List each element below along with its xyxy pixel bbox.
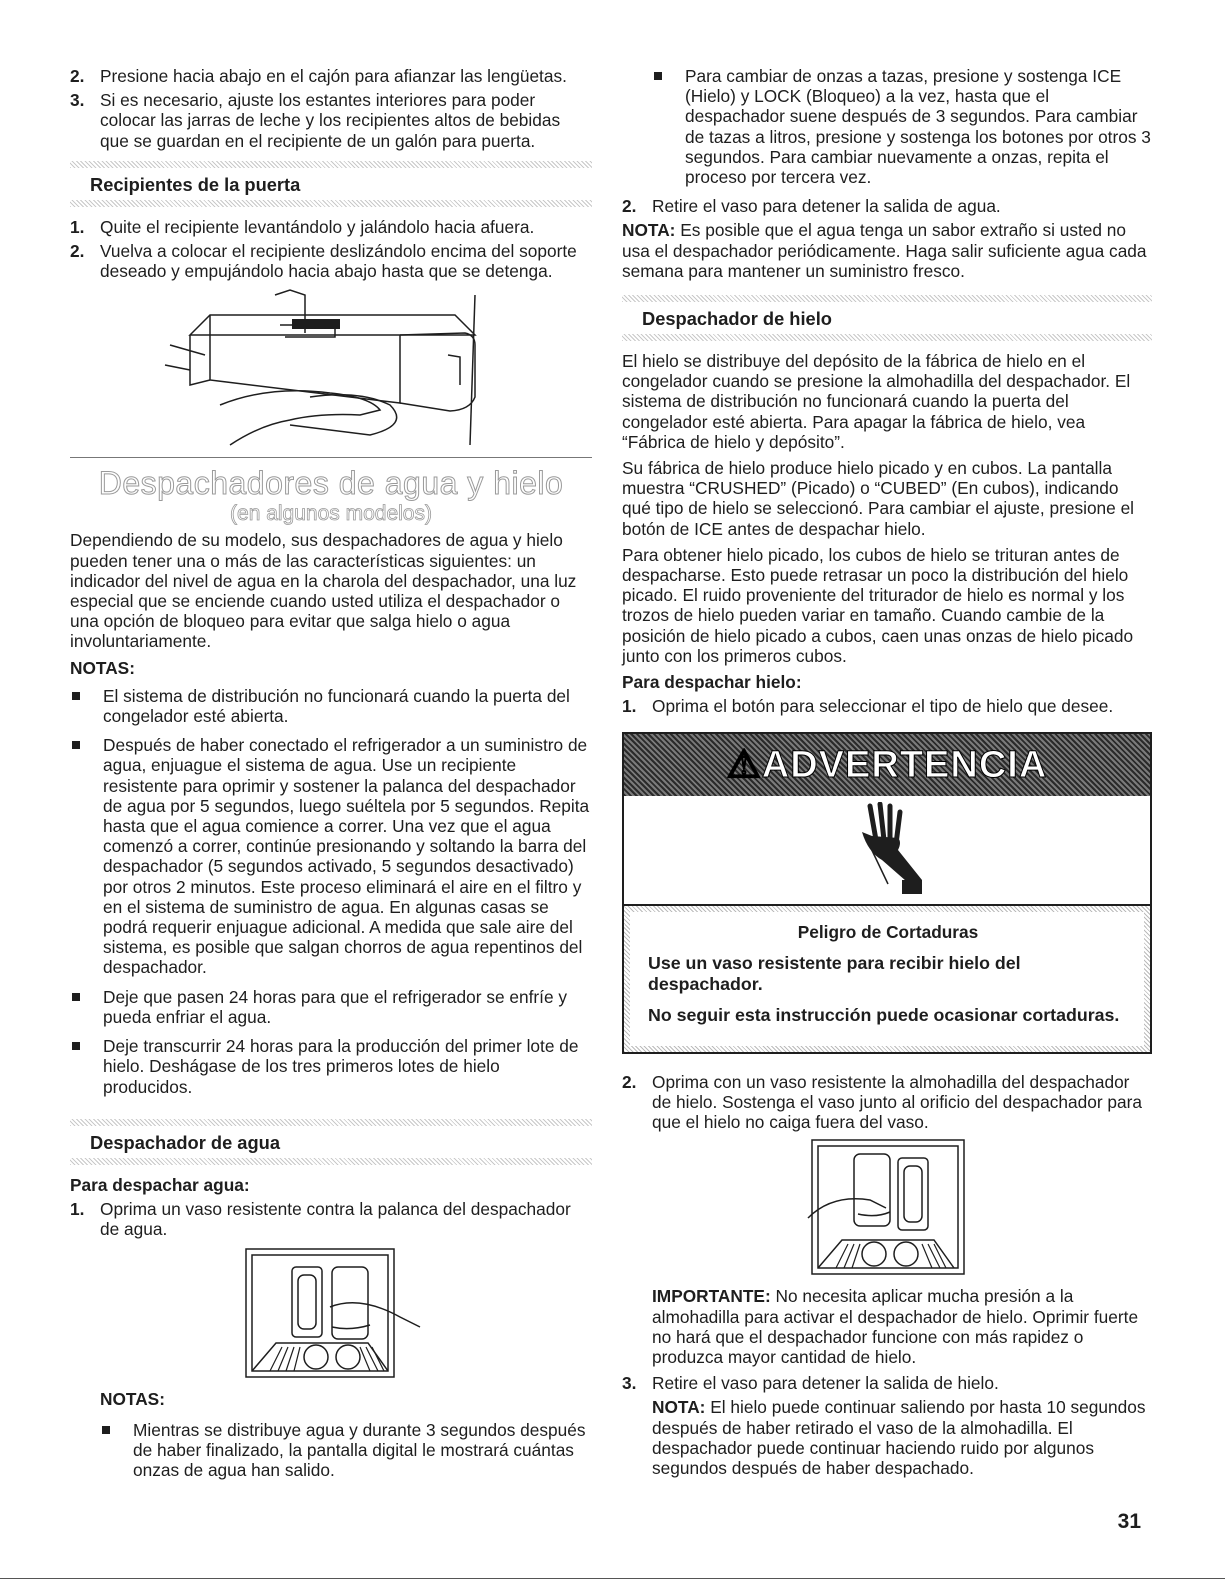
section-title-dispensers: Despachadores de agua y hielo <box>98 465 564 502</box>
note-paragraph: NOTA: El hielo puede continuar saliendo por hasta 10 segundos después de haber retirado el vaso de la almohadilla. El despachador puede continuar haciendo ruido por algunos segundos después de haber despachado. <box>652 1397 1146 1478</box>
left-column <box>70 66 592 1489</box>
ice-dispenser-illustration <box>622 1138 1152 1278</box>
list-item: 1. Oprima el botón para seleccionar el tipo de hielo que desee. <box>622 696 1114 717</box>
list-item: Para cambiar de onzas a tazas, presione y sostenga ICE (Hielo) y LOCK (Bloqueo) a la vez, hasta que el despachador suene después de 3 segundos. Para cambiar de tazas a litros, presione y sostenga los botones por otros 3 segundos. Para cambiar nuevamente a onzas, repita el proceso por tercera vez. <box>652 66 1152 187</box>
list-item: El sistema de distribución no funcionará cuando la puerta del congelador esté abierta. <box>70 686 592 726</box>
important-paragraph: IMPORTANTE: No necesita aplicar mucha presión a la almohadilla para activar el despachador de hielo. Oprimir fuerte no hará que el despachador funcione con más rapidez o produzca mayor cantidad de hielo. <box>652 1286 1139 1367</box>
warning-header <box>624 734 1150 796</box>
section-title: Recipientes de la puerta <box>90 173 301 195</box>
page-bottom-rule <box>0 1578 1225 1579</box>
list-item: 2. Vuelva a colocar el recipiente deslizándolo encima del soporte deseado y empujándolo hacia abajo hasta que se detenga. <box>70 241 577 282</box>
cut-hazard-icon <box>624 796 1150 906</box>
list-item: 1. Oprima un vaso resistente contra la palanca del despachador de agua. <box>70 1198 571 1240</box>
page-number: 31 <box>1117 1510 1141 1533</box>
list-item: Mientras se distribuye agua y durante 3 segundos después de haber finalizado, la pantalla digital le mostrará cuántas onzas de agua han salido. <box>100 1420 592 1481</box>
right-column <box>622 66 1152 1484</box>
notes-label: NOTAS: <box>70 657 135 678</box>
door-bin-illustration <box>70 285 592 453</box>
warning-text: No seguir esta instrucción puede ocasionar cortaduras. <box>648 1004 1120 1025</box>
subheading: Para despachar hielo: <box>622 672 802 693</box>
warning-box <box>622 732 1152 1053</box>
paragraph: Su fábrica de hielo produce hielo picado y en cubos. La pantalla muestra “CRUSHED” (Picado) o “CUBED” (En cubos), indicando qué tipo de hielo se seleccionó. Para cambiar el ajuste, presione el botón de ICE antes de despachar hielo. <box>622 458 1135 539</box>
list-item: 2. Presione hacia abajo en el cajón para afianzar las lengüetas. <box>70 66 567 86</box>
list-item: Después de haber conectado el refrigerador a un suministro de agua, enjuague el sistema de agua. Use un recipiente resistente para oprimir y sostener la palanca del despachador de agua por 5 segundos, luego suéltela por 5 segundos. Repita hasta que el agua comience a correr. Una vez que el agua comenzó a correr, continúe presionando y soltando la barra del despachador (5 segundos activado, 5 segundos desactivado) por otros 2 minutos. Este proceso eliminará el aire en el filtro y en el sistema de suministro de agua. En algunas casas se podrá requerir enjuague adicional. A medida que sale aire del sistema, es posible que salgan chorros de agua repentinos del despachador. <box>70 735 592 977</box>
paragraph: El hielo se distribuye del depósito de la fábrica de hielo en el congelador cuando se presione la almohadilla del despachador. El sistema de distribución no funcionará cuando la puerta del congelador esté abierta. Para apagar la fábrica de hielo, vea “Fábrica de hielo y depósito”. <box>622 351 1131 452</box>
list-item: 2. Retire el vaso para detener la salida de agua. <box>622 196 1001 217</box>
warning-body <box>624 906 1150 1051</box>
list-item: Deje transcurrir 24 horas para la producción del primer lote de hielo. Deshágase de los tres primeros lotes de hielo producidos. <box>70 1036 592 1097</box>
list-item: 1. Quite el recipiente levantándolo y jalándolo hacia afuera. <box>70 216 535 237</box>
list-item: Deje que pasen 24 horas para que el refrigerador se enfríe y pueda enfriar el agua. <box>70 987 592 1027</box>
section-title: Despachador de hielo <box>642 308 832 330</box>
divider <box>70 457 592 458</box>
list-item: 3. Si es necesario, ajuste los estantes interiores para poder colocar las jarras de leche y los recipientes altos de bebidas que se guardan en el recipiente de un galón para puerta. <box>70 90 561 151</box>
paragraph: Dependiendo de su modelo, sus despachadores de agua y hielo pueden tener una o más de las características siguientes: un indicador del nivel de agua en la charola del despachador, una luz especial que se enciende cuando usted utiliza el despachador o una opción de bloqueo para evitar que salga hielo o agua involuntariamente. <box>70 530 577 652</box>
warning-triangle-icon: ⚠ <box>726 744 762 787</box>
subheading: Para despachar agua: <box>70 1174 250 1195</box>
warning-title: ADVERTENCIA <box>761 744 1048 787</box>
list-item: 2. Oprima con un vaso resistente la almohadilla del despachador de hielo. Sostenga el vaso junto al orificio del despachador para que el hielo no caiga fuera del vaso. <box>622 1071 1142 1133</box>
section-header-ice <box>622 295 1152 341</box>
warning-text: Use un vaso resistente para recibir hielo del despachador. <box>648 952 1021 994</box>
section-header-water <box>70 1119 592 1165</box>
section-header-door-bins <box>70 161 592 207</box>
note-paragraph: NOTA: Es posible que el agua tenga un sabor extraño si usted no usa el despachador periódicamente. Haga salir suficiente agua cada semana para mantener un suministro fresco. <box>622 220 1147 281</box>
hazard-title: Peligro de Cortaduras <box>797 922 979 943</box>
section-title: Despachador de agua <box>90 1131 280 1153</box>
notes-label: NOTAS: <box>100 1389 165 1410</box>
section-subtitle: (en algunos modelos) <box>230 502 432 526</box>
paragraph: Para obtener hielo picado, los cubos de hielo se trituran antes de despacharse. Esto puede retrasar un poco la distribución del hielo picado. El ruido proveniente del triturador de hielo es normal y los trozos de hielo pueden variar en tamaño. Cuando cambie de la posición de hielo picado a cubos, caen unas onzas de hielo picado junto con los primeros cubos. <box>622 544 1134 666</box>
water-dispenser-illustration <box>70 1247 592 1381</box>
list-item: 3. Retire el vaso para detener la salida de hielo. <box>622 1373 999 1394</box>
